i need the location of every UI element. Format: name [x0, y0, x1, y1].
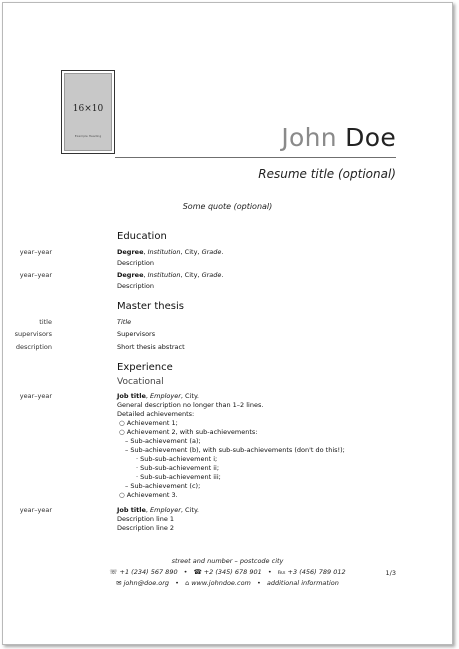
sub-sub-achievement-item: · Sub-sub-achievement i; [136, 455, 218, 463]
thesis-key: title [39, 318, 52, 326]
employer: Employer [150, 392, 181, 400]
photo-caption: Example Heading [74, 134, 102, 138]
entry-date: year–year [19, 248, 52, 256]
footer-email[interactable]: john@doe.org [123, 579, 170, 587]
achievement-item: ○ Achievement 2, with sub-achievements: [119, 428, 258, 436]
sub-achievement-item: – Sub-achievement (b), with sub-sub-achievements (don't do this!); [125, 446, 345, 454]
email-icon: ✉ [116, 579, 122, 587]
job-title: Job title [117, 506, 146, 514]
fax-icon: ℻ [277, 568, 286, 576]
job-description-line: Description line 1 [117, 515, 175, 523]
entry-value: Degree, Institution, City, Grade. [117, 248, 224, 256]
entry-value: Job title, Employer, City. [117, 392, 199, 400]
thesis-value: Supervisors [117, 330, 156, 338]
entry-value: Job title, Employer, City. [117, 506, 199, 514]
footer-separator: • [256, 579, 261, 587]
footer-mobile: +1 (234) 567 890 [119, 568, 178, 576]
footer-contacts [3, 579, 452, 587]
city: City [184, 248, 198, 256]
last-name: Doe [345, 123, 396, 152]
sub-achievement-item: – Sub-achievement (c); [125, 482, 201, 490]
thesis-key: supervisors [14, 330, 52, 338]
grade: Grade [201, 271, 222, 279]
education-description: Description [117, 282, 155, 290]
first-name: John [281, 123, 337, 152]
footer-fax: +3 (456) 789 012 [287, 568, 346, 576]
footer-separator: • [183, 568, 188, 576]
mobile-phone-icon: ☏ [109, 568, 118, 576]
entry-date: year–year [19, 271, 52, 279]
footer-phone: +2 (345) 678 901 [203, 568, 262, 576]
city: City [185, 506, 197, 514]
footer-address: street and number – postcode city [171, 557, 284, 565]
footer-separator: • [175, 579, 179, 587]
telephone-icon: ☎ [193, 568, 202, 576]
quote: Some quote (optional) [182, 202, 273, 211]
institution: Institution [147, 271, 181, 279]
thesis-value: Short thesis abstract [117, 343, 185, 351]
education-description: Description [117, 259, 155, 267]
photo-frame [61, 70, 115, 154]
section-experience: Experience [117, 362, 173, 373]
degree: Degree [117, 248, 144, 256]
institution: Institution [147, 248, 181, 256]
subsection-vocational: Vocational [117, 377, 164, 387]
employer: Employer [150, 506, 181, 514]
section-thesis: Master thesis [117, 301, 184, 312]
achievement-item: ○ Achievement 1; [119, 419, 178, 427]
sub-sub-achievement-item: · Sub-sub-achievement ii; [136, 464, 220, 472]
degree: Degree [117, 271, 144, 279]
job-general-description: General description no longer than 1–2 lines. [117, 401, 264, 409]
footer-separator: • [267, 568, 272, 576]
entry-date: year–year [19, 506, 52, 514]
city: City [184, 271, 198, 279]
resume-title: Resume title (optional) [258, 167, 396, 181]
job-title: Job title [117, 392, 146, 400]
section-education: Education [117, 231, 167, 242]
entry-date: year–year [19, 392, 52, 400]
sub-achievement-item: – Sub-achievement (a); [125, 437, 201, 445]
page-number: 1/3 [385, 569, 396, 577]
job-detailed-heading: Detailed achievements: [117, 410, 195, 418]
footer-homepage[interactable]: www.johndoe.com [191, 579, 251, 587]
footer-extra: additional information [266, 579, 339, 587]
city: City [185, 392, 197, 400]
person-name [281, 125, 396, 150]
achievement-item: ○ Achievement 3. [119, 491, 178, 499]
photo-placeholder [64, 73, 112, 151]
job-description-line: Description line 2 [117, 524, 175, 532]
thesis-value: Title [117, 318, 132, 326]
entry-value: Degree, Institution, City, Grade. [117, 271, 224, 279]
grade: Grade [201, 248, 222, 256]
name-divider [115, 157, 396, 158]
sub-sub-achievement-item: · Sub-sub-achievement iii; [136, 473, 221, 481]
homepage-icon: ⌂ [185, 579, 190, 587]
thesis-key: description [15, 343, 52, 351]
resume-page [2, 2, 453, 645]
photo-label: 16×10 [72, 104, 104, 114]
